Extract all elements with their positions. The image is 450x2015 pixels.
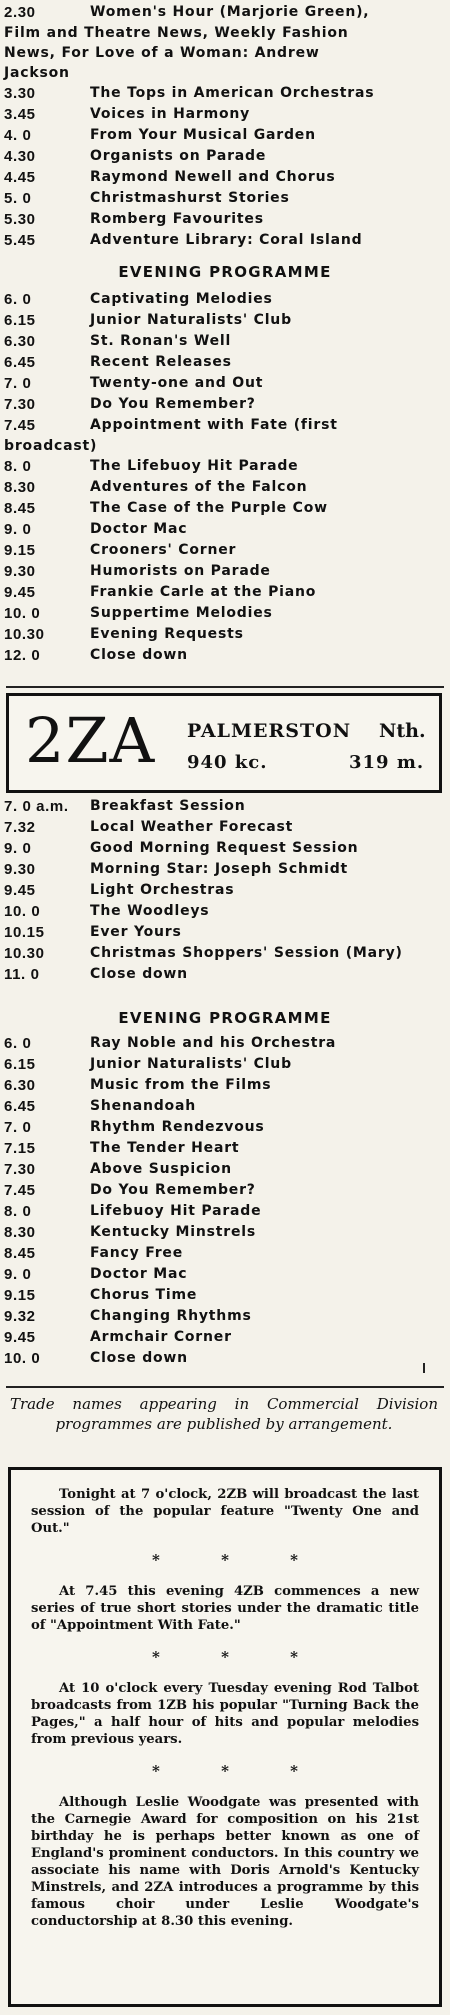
schedule-time: 3.45 [4,106,36,123]
schedule-title: Christmashurst Stories [90,190,290,206]
schedule-time: 7. 0 a.m. [4,798,69,815]
schedule-time: 9. 0 [4,1266,32,1283]
schedule-title: Good Morning Request Session [90,840,359,856]
schedule-title: Doctor Mac [90,1266,188,1282]
schedule-title: Music from the Films [90,1077,272,1093]
schedule-time: 10.30 [4,945,45,962]
schedule-time: 9.15 [4,1287,36,1304]
schedule-time: 4. 0 [4,127,32,144]
separator-stars: * * * [152,1648,326,1666]
schedule-time: 7.30 [4,396,36,413]
schedule-row [4,943,444,964]
schedule-row [4,1096,444,1117]
schedule-title: Twenty-one and Out [90,375,264,391]
schedule-time: 4.30 [4,148,36,165]
schedule-time: 9.45 [4,1329,36,1346]
schedule-row [4,624,444,645]
announcement-1: Tonight at 7 o'clock, 2ZB will broadcast the last session of the popular feature "Twenty One and Out." [31,1487,419,1536]
schedule-title-continued: broadcast) [4,438,98,454]
schedule-time: 7. 0 [4,1119,32,1136]
divider-rule-2 [6,1386,444,1388]
schedule-title: The Tender Heart [90,1140,240,1156]
schedule-top [4,2,444,251]
schedule-title: Fancy Free [90,1245,184,1261]
schedule-title: Chorus Time [90,1287,198,1303]
print-mark [423,1363,425,1373]
schedule-time: 11. 0 [4,966,40,983]
schedule-title: Adventures of the Falcon [90,479,308,495]
announcements-box [8,1467,442,2007]
station-frequency: 940 kc. [187,752,268,773]
schedule-title: Shenandoah [90,1098,196,1114]
schedule-time: 6.30 [4,333,36,350]
schedule-time: 4.45 [4,169,36,186]
schedule-evening-1 [4,289,444,666]
schedule-row [4,1264,444,1285]
schedule-title-continued: Jackson [4,65,70,81]
schedule-time: 9. 0 [4,521,32,538]
schedule-row [4,1222,444,1243]
schedule-row [4,1327,444,1348]
station-call-sign: 2ZA [25,704,156,777]
schedule-row [4,146,444,167]
schedule-row [4,310,444,331]
schedule-title: Crooners' Corner [90,542,237,558]
schedule-row [4,922,444,943]
schedule-time: 10. 0 [4,1350,41,1367]
schedule-time: 8.45 [4,1245,36,1262]
schedule-row [4,352,444,373]
schedule-row [4,125,444,146]
schedule-time: 12. 0 [4,647,41,664]
schedule-row [4,880,444,901]
schedule-time: 9.45 [4,882,36,899]
announcement-2: At 7.45 this evening 4ZB commences a new series of true short stories under the dramatic title of "Appointment With Fate." [31,1584,419,1633]
schedule-title-continued: News, For Love of a Woman: Andrew [4,45,320,61]
schedule-time: 5.30 [4,211,36,228]
schedule-title: Ever Yours [90,924,182,940]
schedule-time: 6.45 [4,354,36,371]
separator-stars: * * * [152,1762,326,1780]
schedule-time: 6. 0 [4,291,32,308]
schedule-time: 2.30 [4,4,36,21]
schedule-row [4,838,444,859]
schedule-title: Armchair Corner [90,1329,232,1345]
schedule-2za-evening [4,1033,444,1369]
schedule-title: Suppertime Melodies [90,605,273,621]
schedule-row [4,1180,444,1201]
schedule-title: Rhythm Rendezvous [90,1119,265,1135]
schedule-title: Close down [90,647,188,663]
schedule-time: 8.30 [4,479,36,496]
schedule-title: Frankie Carle at the Piano [90,584,317,600]
schedule-title: Women's Hour (Marjorie Green), [90,4,370,20]
schedule-title: Appointment with Fate (first [90,417,338,433]
schedule-title: Raymond Newell and Chorus [90,169,336,185]
schedule-row [4,415,444,436]
schedule-time: 7.45 [4,1182,36,1199]
schedule-title: Morning Star: Joseph Schmidt [90,861,349,877]
evening-programme-heading-2: EVENING PROGRAMME [118,1009,332,1027]
schedule-title: From Your Musical Garden [90,127,316,143]
station-location: PALMERSTON [187,720,352,742]
schedule-title: Light Orchestras [90,882,235,898]
schedule-time: 8. 0 [4,1203,32,1220]
schedule-row [4,331,444,352]
schedule-time: 7.30 [4,1161,36,1178]
schedule-row [4,1075,444,1096]
schedule-row [4,167,444,188]
schedule-title: Voices in Harmony [90,106,251,122]
schedule-title: Evening Requests [90,626,244,642]
schedule-time: 8.45 [4,500,36,517]
evening-programme-heading-1: EVENING PROGRAMME [118,263,332,281]
schedule-time: 7. 0 [4,375,32,392]
schedule-title: Breakfast Session [90,798,246,814]
schedule-title: Humorists on Parade [90,563,271,579]
schedule-time: 6.30 [4,1077,36,1094]
schedule-time: 9.15 [4,542,36,559]
schedule-2za-day [4,796,444,985]
station-wavelength: 319 m. [349,752,425,773]
schedule-row [4,859,444,880]
schedule-title: Ray Noble and his Orchestra [90,1035,337,1051]
schedule-time: 5.45 [4,232,36,249]
schedule-row [4,603,444,624]
schedule-title: Junior Naturalists' Club [90,312,292,328]
schedule-time: 8. 0 [4,458,32,475]
schedule-title: Doctor Mac [90,521,188,537]
schedule-row [4,1033,444,1054]
schedule-title: Kentucky Minstrels [90,1224,256,1240]
schedule-time: 7.45 [4,417,36,434]
schedule-title: The Case of the Purple Cow [90,500,328,516]
schedule-time: 3.30 [4,85,36,102]
schedule-row [4,1243,444,1264]
schedule-time: 10. 0 [4,903,41,920]
schedule-row [4,498,444,519]
schedule-time: 9.32 [4,1308,36,1325]
schedule-row [4,796,444,817]
announcement-3: At 10 o'clock every Tuesday evening Rod Talbot broadcasts from 1ZB his popular "Turning Back the Pages," a half hour of hits and popular melodies from previous years. [31,1681,419,1747]
schedule-time: 7.32 [4,819,36,836]
schedule-row [4,477,444,498]
schedule-time: 5. 0 [4,190,32,207]
schedule-row [4,209,444,230]
schedule-row [4,83,444,104]
schedule-row [4,1348,444,1369]
schedule-title: Recent Releases [90,354,232,370]
schedule-title: Do You Remember? [90,1182,256,1198]
schedule-title: Christmas Shoppers' Session (Mary) [90,945,403,961]
schedule-title: Romberg Favourites [90,211,264,227]
schedule-title: St. Ronan's Well [90,333,232,349]
schedule-row [4,2,444,23]
schedule-time: 9. 0 [4,840,32,857]
announcement-4: Although Leslie Woodgate was presented with the Carnegie Award for composition on his 21st birthday he is perhaps better known as one of England's prominent conductors. In this country we associate his name with Doris Arnold's Kentucky Minstrels, and 2ZA introduces a programme by this famous choir under Leslie Woodgate's conductorship at 8.30 this evening. [31,1795,419,1929]
schedule-title: Above Suspicion [90,1161,232,1177]
station-location-suffix: Nth. [379,720,426,742]
schedule-title: Captivating Melodies [90,291,273,307]
schedule-row [4,104,444,125]
schedule-row [4,1159,444,1180]
schedule-row [4,645,444,666]
divider-rule [6,686,444,688]
schedule-row [4,540,444,561]
schedule-time: 8.30 [4,1224,36,1241]
schedule-time: 6. 0 [4,1035,32,1052]
separator-stars: * * * [152,1551,326,1569]
schedule-row [4,901,444,922]
schedule-row [4,964,444,985]
schedule-title: The Lifebuoy Hit Parade [90,458,299,474]
schedule-row [4,817,444,838]
schedule-title-continued: Film and Theatre News, Weekly Fashion [4,25,349,41]
trade-names-note: Trade names appearing in Commercial Division programmes are published by arrangement. [10,1395,438,1433]
schedule-row [4,1138,444,1159]
schedule-time: 10.15 [4,924,45,941]
schedule-row [4,289,444,310]
schedule-row [4,373,444,394]
schedule-row [4,1306,444,1327]
schedule-row [4,1117,444,1138]
schedule-row [4,188,444,209]
schedule-row [4,1201,444,1222]
schedule-time: 6.15 [4,312,36,329]
schedule-title: The Woodleys [90,903,210,919]
schedule-time: 9.30 [4,861,36,878]
schedule-title: Junior Naturalists' Club [90,1056,292,1072]
schedule-row [4,230,444,251]
schedule-row [4,519,444,540]
schedule-row [4,456,444,477]
schedule-time: 9.30 [4,563,36,580]
schedule-time: 7.15 [4,1140,36,1157]
schedule-title: Do You Remember? [90,396,256,412]
schedule-row [4,582,444,603]
schedule-row [4,1285,444,1306]
schedule-title: Local Weather Forecast [90,819,294,835]
schedule-time: 6.15 [4,1056,36,1073]
schedule-title: Organists on Parade [90,148,267,164]
schedule-row [4,561,444,582]
schedule-title: Lifebuoy Hit Parade [90,1203,262,1219]
schedule-title: Adventure Library: Coral Island [90,232,363,248]
schedule-time: 6.45 [4,1098,36,1115]
schedule-title: Changing Rhythms [90,1308,252,1324]
schedule-time: 10. 0 [4,605,41,622]
schedule-time: 10.30 [4,626,45,643]
schedule-time: 9.45 [4,584,36,601]
schedule-title: The Tops in American Orchestras [90,85,375,101]
schedule-row [4,1054,444,1075]
schedule-row [4,394,444,415]
schedule-title: Close down [90,1350,188,1366]
station-banner [6,693,442,793]
schedule-title: Close down [90,966,188,982]
